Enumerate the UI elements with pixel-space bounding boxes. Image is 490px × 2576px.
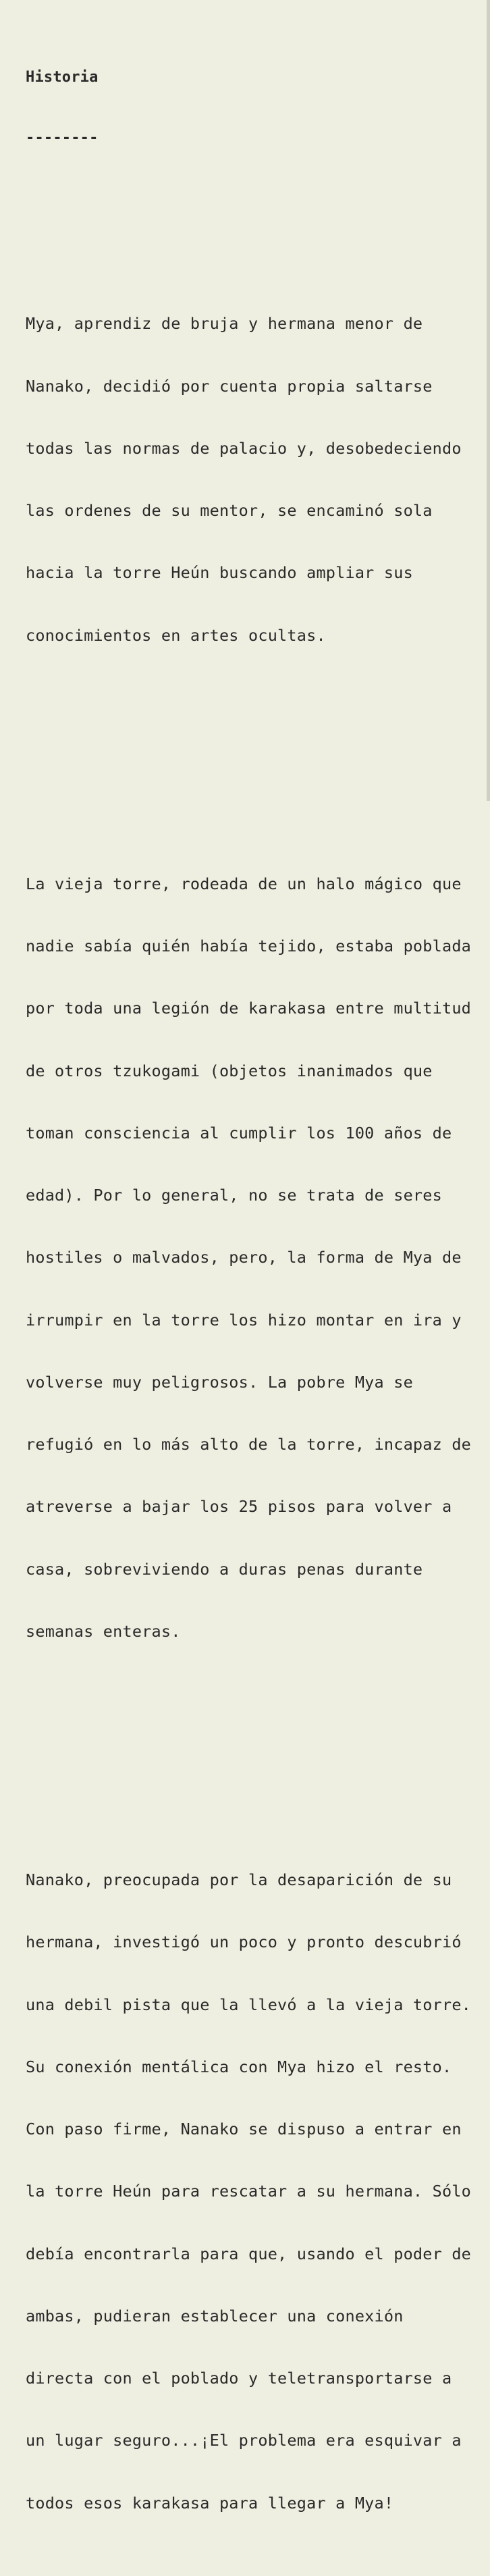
paragraph-1 bbox=[26, 272, 478, 687]
paragraph-line: edad). Por lo general, no se trata de seres bbox=[26, 1186, 442, 1205]
spacer bbox=[26, 1745, 478, 1766]
paragraph-line: debía encontrarla para que, usando el poder de bbox=[26, 2244, 472, 2263]
paragraph-line: la torre Heún para rescatar a su hermana. Sólo bbox=[26, 2182, 472, 2201]
paragraph-line: todos esos karakasa para llegar a Mya! bbox=[26, 2493, 394, 2513]
paragraph-line: hermana, investigó un poco y pronto descubrió bbox=[26, 1933, 462, 1952]
paragraph-line: una debil pista que la llevó a la vieja torre. bbox=[26, 1995, 472, 2014]
paragraph-line: ambas, pudieran establecer una conexión bbox=[26, 2306, 404, 2325]
paragraph-line: Su conexión mentálica con Mya hizo el resto. bbox=[26, 2057, 452, 2076]
paragraph-line: todas las normas de palacio y, desobedeciendo bbox=[26, 438, 462, 458]
paragraph-line: conocimientos en artes ocultas. bbox=[26, 625, 326, 645]
paragraph-3 bbox=[26, 1829, 478, 2555]
paragraph-line: las ordenes de su mentor, se encaminó sola bbox=[26, 501, 433, 520]
paragraph-line: de otros tzukogami (objetos inanimados que bbox=[26, 1061, 433, 1080]
paragraph-line: Mya, aprendiz de bruja y hermana menor de bbox=[26, 314, 423, 334]
paragraph-line: un lugar seguro...¡El problema era esquivar a bbox=[26, 2431, 462, 2450]
paragraph-line: Con paso firme, Nanako se dispuso a entrar en bbox=[26, 2120, 462, 2138]
story-document bbox=[26, 26, 478, 2576]
paragraph-line: directa con el poblado y teletransportarse a bbox=[26, 2369, 452, 2388]
heading-underline: -------- bbox=[26, 130, 99, 147]
scrollbar[interactable] bbox=[487, 0, 490, 801]
paragraph-line: hacia la torre Heún buscando ampliar sus bbox=[26, 563, 413, 583]
paragraph-line: irrumpir en la torre los hizo montar en ira y bbox=[26, 1310, 462, 1330]
paragraph-line: toman consciencia al cumplir los 100 años de bbox=[26, 1123, 452, 1142]
paragraph-line: Nanako, preocupada por la desaparición de su bbox=[26, 1870, 452, 1889]
paragraph-line: atreverse a bajar los 25 pisos para volver a bbox=[26, 1497, 452, 1517]
paragraph-line: volverse muy peligrosos. La pobre Mya se bbox=[26, 1372, 413, 1392]
paragraph-line: hostiles o malvados, pero, la forma de Mya de bbox=[26, 1248, 462, 1267]
paragraph-line: casa, sobreviviendo a duras penas durante bbox=[26, 1559, 423, 1579]
spacer bbox=[26, 190, 478, 210]
spacer bbox=[26, 750, 478, 770]
paragraph-line: Nanako, decidió por cuenta propia saltarse bbox=[26, 376, 433, 396]
paragraph-line: semanas enteras. bbox=[26, 1621, 181, 1641]
section-heading: Historia bbox=[26, 68, 99, 86]
paragraph-line: refugió en lo más alto de la torre, incapaz de bbox=[26, 1435, 472, 1454]
paragraph-line: por toda una legión de karakasa entre multitud bbox=[26, 999, 472, 1018]
paragraph-line: nadie sabía quién había tejido, estaba poblada bbox=[26, 937, 472, 955]
paragraph-2 bbox=[26, 832, 478, 1683]
paragraph-line: La vieja torre, rodeada de un halo mágico que bbox=[26, 874, 462, 893]
